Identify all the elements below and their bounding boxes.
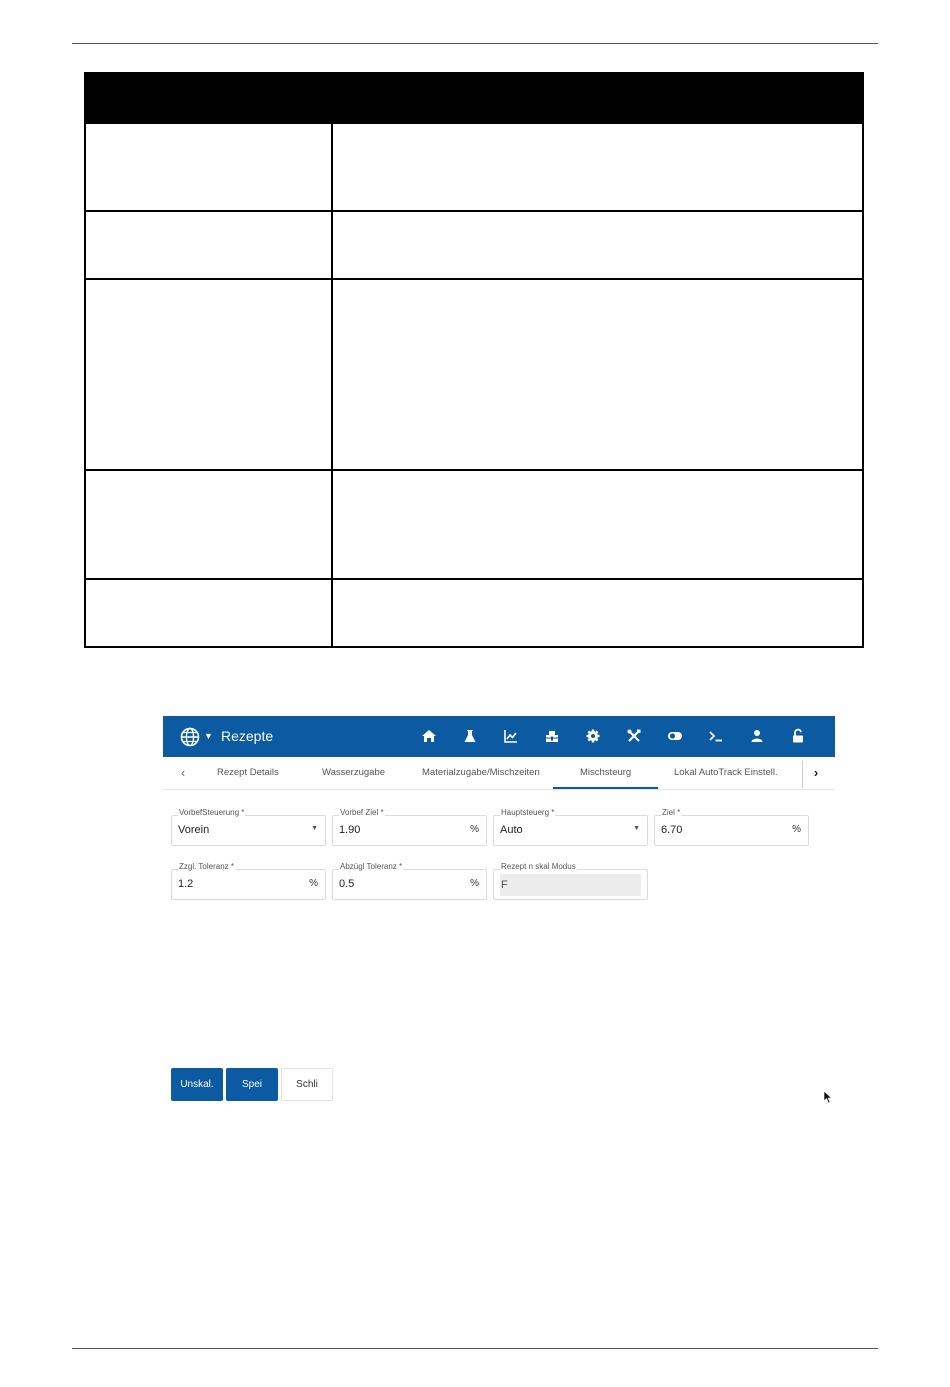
table-header-cell <box>332 73 863 123</box>
field-label: Vorbef Ziel * <box>340 808 384 817</box>
field-unit: % <box>470 824 479 835</box>
table-cell <box>85 123 332 211</box>
table-row <box>85 211 863 279</box>
app-title: Rezepte <box>221 728 274 744</box>
table-cell <box>85 211 332 279</box>
page-footer-rule <box>72 1348 878 1349</box>
table-header-cell <box>85 73 332 123</box>
active-tab-indicator <box>553 787 658 789</box>
field-box <box>171 869 326 900</box>
field-label: Zzgl. Toleranz * <box>179 862 234 871</box>
tab-separator <box>802 761 803 788</box>
field-label: VorbefSteuerung * <box>179 808 245 817</box>
home-icon[interactable] <box>421 728 437 744</box>
inventory-icon[interactable] <box>544 728 560 744</box>
toggle-icon[interactable] <box>667 728 683 744</box>
table-cell <box>332 123 863 211</box>
readonly-value-box <box>500 874 641 896</box>
field-value: 1.2 <box>178 878 194 890</box>
document-table <box>84 72 864 648</box>
top-navigation-bar <box>163 716 835 757</box>
table-cell <box>85 279 332 470</box>
field-value: 0.5 <box>339 878 355 890</box>
field-label: Hauptsteuerg * <box>501 808 555 817</box>
dropdown-arrow-icon[interactable]: ▼ <box>311 825 318 832</box>
field-value: 6.70 <box>661 824 683 836</box>
tab-mischsteurg[interactable]: Mischsteurg <box>580 767 632 778</box>
chevron-left-icon[interactable]: ‹ <box>180 765 186 780</box>
tab-wasserzugabe[interactable]: Wasserzugabe <box>322 767 386 778</box>
table-cell <box>332 279 863 470</box>
terminal-icon[interactable] <box>708 728 724 744</box>
table-header-row <box>85 73 863 123</box>
field-unit: % <box>309 878 318 889</box>
table-row <box>85 123 863 211</box>
field-box <box>332 869 487 900</box>
tab-bar <box>163 757 835 790</box>
flask-icon[interactable] <box>462 728 478 744</box>
globe-icon[interactable] <box>180 727 200 747</box>
mouse-cursor-icon <box>823 1090 833 1104</box>
chart-icon[interactable] <box>503 728 519 744</box>
unskal-button[interactable]: Unskal. <box>171 1068 223 1101</box>
table-cell <box>332 211 863 279</box>
field-label: Ziel * <box>662 808 681 817</box>
unlock-icon[interactable] <box>790 728 806 744</box>
tab-rezept-details[interactable]: Rezept Details <box>217 767 279 778</box>
table-cell <box>332 579 863 647</box>
gear-icon[interactable] <box>585 728 601 744</box>
user-icon[interactable] <box>749 728 765 744</box>
page-header-rule <box>72 43 878 44</box>
field-label: Abzügl Toleranz * <box>340 862 403 871</box>
table-cell <box>85 470 332 579</box>
close-button[interactable]: Schli <box>281 1068 333 1101</box>
chevron-right-icon[interactable]: › <box>813 765 819 780</box>
tab-lokal-autotrack[interactable]: Lokal AutoTrack Einstell. <box>674 767 778 778</box>
table-row <box>85 279 863 470</box>
field-label: Rezept n skal Modus <box>501 862 576 871</box>
field-value: F <box>501 879 508 891</box>
tab-materialzugabe[interactable]: Materialzugabe/Mischzeiten <box>422 767 540 778</box>
save-button[interactable]: Spei <box>226 1068 278 1101</box>
table-row <box>85 470 863 579</box>
table-cell <box>85 579 332 647</box>
field-unit: % <box>470 878 479 889</box>
dropdown-arrow-icon[interactable]: ▼ <box>633 825 640 832</box>
tools-icon[interactable] <box>626 728 642 744</box>
field-value: 1.90 <box>339 824 361 836</box>
table-row <box>85 579 863 647</box>
table-cell <box>332 470 863 579</box>
field-unit: % <box>792 824 801 835</box>
field-value: Auto <box>500 824 523 836</box>
recipe-app-screenshot <box>163 716 835 1116</box>
field-value: Vorein <box>178 824 210 836</box>
caret-down-icon[interactable]: ▼ <box>204 731 213 741</box>
